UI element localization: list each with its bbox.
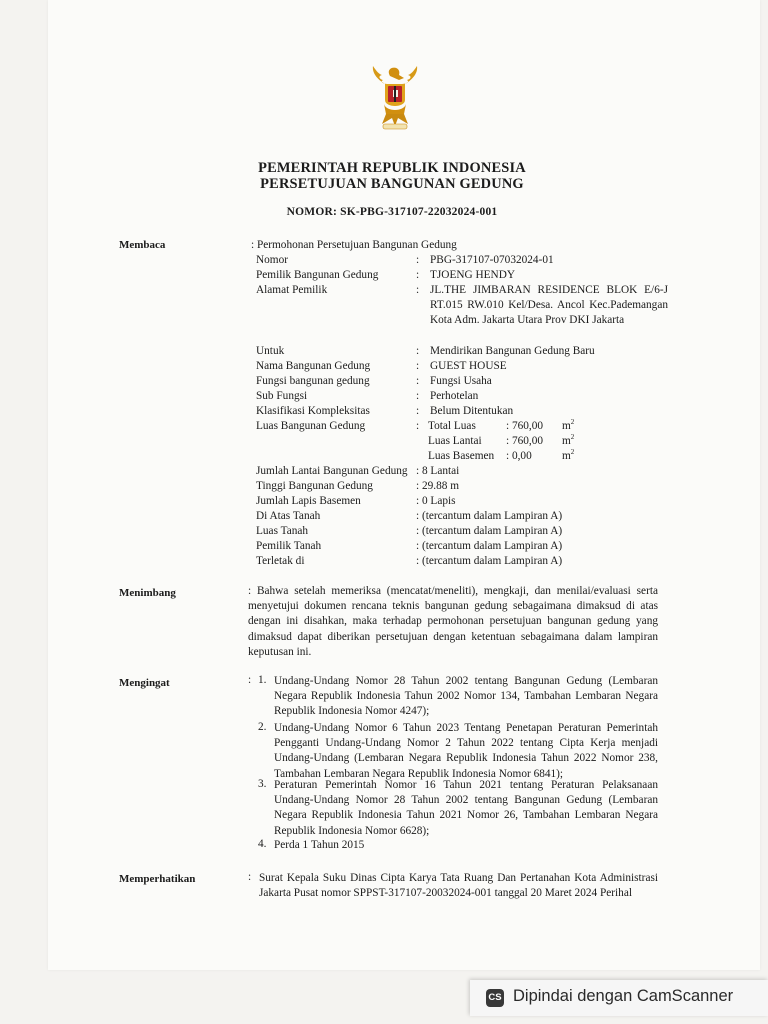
regulation-number: 4. xyxy=(258,838,267,850)
luas-unit: $m^2$ xyxy=(562,448,575,462)
field-label: Fungsi bangunan gedung xyxy=(256,375,370,387)
list-colon: : xyxy=(248,871,252,883)
regulation-item: Undang-Undang Nomor 6 Tahun 2023 Tentang Penetapan Peraturan Pemerintah Pengganti Undang-Undang Nomor 2 Tahun 2022 tentang Cipta Kerja menjadi Undang-Undang (Lembaran Negara Republik Indonesia Tahun 2022 Nomor 238, Tambahan Lembaran Negara Republik Indonesia Nomor 6841); xyxy=(274,722,658,780)
field-colon: : xyxy=(416,345,420,357)
field-label: Alamat Pemilik xyxy=(256,284,328,296)
field-value: : 29.88 m xyxy=(416,480,459,492)
section-heading-mengingat: Mengingat xyxy=(119,677,170,689)
field-colon: : xyxy=(416,269,420,281)
field-label: Nomor xyxy=(256,254,289,266)
luas-label: Luas Basemen xyxy=(428,450,495,462)
garuda-emblem xyxy=(370,66,420,132)
field-colon: : xyxy=(416,405,420,417)
field-colon: : xyxy=(416,254,420,266)
field-value: PBG-317107-07032024-01 xyxy=(430,254,554,266)
regulation-item: Perda 1 Tahun 2015 xyxy=(274,839,365,851)
camscanner-label: Dipindai dengan CamScanner xyxy=(513,987,734,1005)
field-colon: : xyxy=(416,284,420,296)
field-value: GUEST HOUSE xyxy=(430,360,507,372)
regulation-number: 1. xyxy=(258,674,267,686)
field-label: Pemilik Tanah xyxy=(256,540,322,552)
field-value: : (tercantum dalam Lampiran A) xyxy=(416,525,563,537)
field-label: Luas Bangunan Gedung xyxy=(256,420,366,432)
field-value: Belum Ditentukan xyxy=(430,405,514,417)
luas-value: : 760,00 xyxy=(506,420,544,432)
field-colon: : xyxy=(416,420,420,432)
field-label: Jumlah Lantai Bangunan Gedung xyxy=(256,465,408,477)
field-value: Mendirikan Bangunan Gedung Baru xyxy=(430,345,595,357)
field-label: Sub Fungsi xyxy=(256,390,308,402)
field-colon: : xyxy=(416,360,420,372)
section-heading-menimbang: Menimbang xyxy=(119,587,176,599)
field-value: Perhotelan xyxy=(430,390,479,402)
camscanner-watermark xyxy=(470,980,768,1016)
field-colon: : xyxy=(416,390,420,402)
field-value-address: JL.THE JIMBARAN RESIDENCE BLOK E/6-J RT.015 RW.010 Kel/Desa. Ancol Kec.Pademangan Kota Adm. Jakarta Utara Prov DKI Jakarta xyxy=(430,284,668,327)
field-label: Untuk xyxy=(256,345,285,357)
field-value: : 0 Lapis xyxy=(416,495,456,507)
field-label: Klasifikasi Kompleksitas xyxy=(256,405,370,417)
menimbang-text: : Bahwa setelah memeriksa (mencatat/meneliti), mengkaji, dan menilai/evaluasi serta menyetujui dokumen rencana teknis bangunan gedung sebagaimana dimaksud di atas dengan ini disahkan, maka terhadap permohonan persetujuan bangunan gedung yang dimaksud dapat diberikan persetujuan dengan ketentuan sebagaimana dalam lampiran keputusan ini. xyxy=(248,585,658,658)
section-heading-membaca: Membaca xyxy=(119,239,166,251)
luas-label: Luas Lantai xyxy=(428,435,482,447)
document-number: NOMOR: SK-PBG-317107-22032024-001 xyxy=(286,206,498,218)
luas-label: Total Luas xyxy=(428,420,476,432)
field-label: Jumlah Lapis Basemen xyxy=(256,495,361,507)
header-title-line2: PERSETUJUAN BANGUNAN GEDUNG xyxy=(260,176,524,192)
regulation-item: Undang-Undang Nomor 28 Tahun 2002 tentang Bangunan Gedung (Lembaran Negara Republik Indonesia Tahun 2002 Nomor 134, Tambahan Lembaran Negara Republik Indonesia Nomor 4247); xyxy=(274,675,658,718)
field-label: Tinggi Bangunan Gedung xyxy=(256,480,373,492)
field-value: : 8 Lantai xyxy=(416,465,460,477)
field-value: : (tercantum dalam Lampiran A) xyxy=(416,540,563,552)
luas-unit: $m^2$ xyxy=(562,418,575,432)
field-label: Luas Tanah xyxy=(256,525,309,537)
regulation-item: Peraturan Pemerintah Nomor 16 Tahun 2021 tentang Peraturan Pelaksanaan Undang-Undang Nomor 28 Tahun 2002 tentang Bangunan Gedung (Lembaran Negara Republik Indonesia Tahun 2021 Nomor 26, Tambahan Lembaran Negara Republik Indonesia Nomor 6628); xyxy=(274,779,658,837)
luas-value: : 0,00 xyxy=(506,450,532,462)
field-value: : (tercantum dalam Lampiran A) xyxy=(416,510,563,522)
camscanner-icon: CS xyxy=(486,989,504,1007)
field-value: : (tercantum dalam Lampiran A) xyxy=(416,555,563,567)
header-title-line1: PEMERINTAH REPUBLIK INDONESIA xyxy=(258,160,526,176)
regulation-number: 3. xyxy=(258,778,267,790)
membaca-intro: : Permohonan Persetujuan Bangunan Gedung xyxy=(251,239,457,251)
section-heading-memperhatikan: Memperhatikan xyxy=(119,873,196,885)
regulation-number: 2. xyxy=(258,721,267,733)
list-colon: : xyxy=(248,674,252,686)
luas-value: : 760,00 xyxy=(506,435,544,447)
field-value: Fungsi Usaha xyxy=(430,375,492,387)
field-label: Pemilik Bangunan Gedung xyxy=(256,269,379,281)
field-label: Terletak di xyxy=(256,555,305,567)
luas-unit: $m^2$ xyxy=(562,433,575,447)
field-label: Nama Bangunan Gedung xyxy=(256,360,371,372)
field-colon: : xyxy=(416,375,420,387)
memperhatikan-text: Surat Kepala Suku Dinas Cipta Karya Tata Ruang Dan Pertanahan Kota Administrasi Jakarta Pusat nomor SPPST-317107-20032024-001 tanggal 20 Maret 2024 Perihal xyxy=(259,872,658,900)
field-label: Di Atas Tanah xyxy=(256,510,321,522)
field-value: TJOENG HENDY xyxy=(430,269,516,281)
